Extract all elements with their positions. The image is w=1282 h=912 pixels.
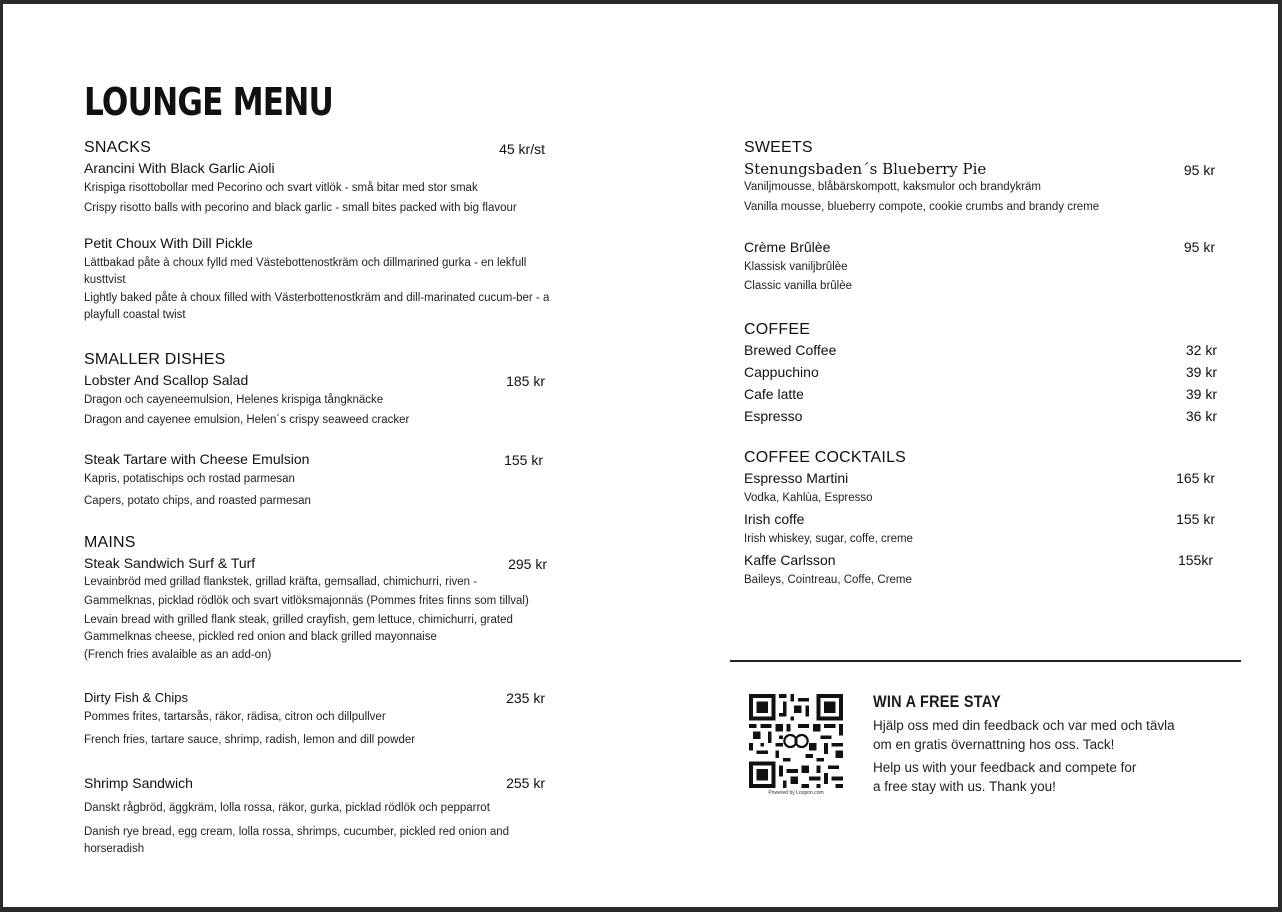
menu-item-price: 39 kr — [1185, 386, 1217, 402]
menu-item-price: 155kr — [1177, 552, 1213, 568]
menu-item-price: 185 kr — [506, 373, 545, 389]
menu-item-name: Petit Choux With Dill Pickle — [84, 235, 253, 251]
promo-text-sv: om en gratis övernattning hos oss. Tack! — [873, 737, 1115, 752]
menu-item-price: 155 kr — [504, 452, 543, 468]
section-heading-smaller-dishes: SMALLER DISHES — [84, 351, 226, 368]
promo-title: WIN A FREE STAY — [873, 692, 1002, 711]
menu-item-desc-en: Levain bread with grilled flank steak, grilled crayfish, gem lettuce, chimichurri, grated Gammelknas cheese, pickled red onion and black grilled mayonnaise — [84, 614, 513, 643]
menu-item-price: 255 kr — [506, 775, 545, 791]
menu-item-price: 155 kr — [1176, 511, 1215, 527]
menu-item-desc: Irish whiskey, sugar, coffe, creme — [744, 533, 913, 545]
menu-item-price: 165 kr — [1176, 470, 1215, 486]
menu-item-name: Stenungsbaden´s Blueberry Pie — [744, 160, 987, 178]
menu-item-desc-sv: Gammelknas, picklad rödlök och svart vitlöksmajonnäs (Pommes frites finns som tillval) — [84, 595, 529, 607]
menu-item-price: 235 kr — [506, 690, 545, 706]
menu-item-name: Steak Tartare with Cheese Emulsion — [84, 451, 310, 467]
menu-item-price: 295 kr — [508, 556, 547, 572]
menu-item-desc-en: Danish rye bread, egg cream, lolla rossa, shrimps, cucumber, pickled red onion and horseradish — [84, 826, 510, 855]
menu-item-desc-sv: Danskt rågbröd, äggkräm, lolla rossa, räkor, gurka, picklad rödlök och pepparrot — [84, 802, 490, 814]
menu-item-desc-en: Vanilla mousse, blueberry compote, cookie crumbs and brandy creme — [744, 201, 1100, 213]
section-heading-coffee: COFFEE — [744, 321, 811, 338]
menu-item-desc-sv: Kapris, potatischips och rostad parmesan — [84, 473, 295, 485]
menu-item-desc-en: Capers, potato chips, and roasted parmesan — [84, 495, 311, 507]
menu-item-desc-sv: Levainbröd med grillad flankstek, grillad kräfta, gemsallad, chimichurri, riven - — [84, 576, 478, 588]
page-title: LOUNGE MENU — [84, 80, 333, 124]
menu-item-name: Shrimp Sandwich — [84, 775, 193, 791]
menu-item-desc-sv: Pommes frites, tartarsås, räkor, rädisa, citron och dillpullver — [84, 711, 386, 723]
menu-item-price: 39 kr — [1185, 364, 1217, 380]
menu-item-desc-en: Classic vanilla brûlèe — [744, 280, 853, 292]
qr-code-icon[interactable] — [749, 694, 843, 788]
menu-item-name: Espresso Martini — [744, 470, 849, 486]
menu-item-price: 36 kr — [1185, 408, 1217, 424]
menu-item-desc-en: (French fries avalaible as an add-on) — [84, 649, 272, 661]
section-heading-sweets: SWEETS — [744, 139, 813, 156]
section-divider — [730, 660, 1241, 662]
menu-item-desc-sv: Krispiga risottobollar med Pecorino och svart vitlök - små bitar med stor smak — [84, 182, 478, 194]
menu-item-name: Kaffe Carlsson — [744, 552, 836, 568]
qr-caption: Powered by Loopon.com — [768, 790, 824, 796]
menu-item-desc-en: Dragon and cayenee emulsion, Helen´s crispy seaweed cracker — [84, 414, 410, 426]
menu-item-desc-sv: Vaniljmousse, blåbärskompott, kaksmulor och brandykräm — [744, 181, 1041, 193]
menu-item-name: Crème Brûlèe — [744, 239, 831, 255]
menu-item-name: Arancini With Black Garlic Aioli — [84, 160, 275, 176]
menu-item-price: 95 kr — [1183, 239, 1215, 255]
menu-item-price: 95 kr — [1183, 162, 1215, 178]
menu-item-name: Cappuchino — [744, 364, 819, 380]
menu-item-name: Espresso — [744, 408, 803, 424]
menu-item-desc: Vodka, Kahlùa, Espresso — [744, 492, 873, 504]
menu-item-desc-sv: Lättbakad påte à choux fylld med Västebottenostkräm och dillmarined gurka - en lekfull kusttvist — [84, 257, 527, 286]
menu-item-desc-en: French fries, tartare sauce, shrimp, radish, lemon and dill powder — [84, 734, 416, 746]
menu-item-name: Dirty Fish & Chips — [84, 690, 189, 705]
snacks-price: 45 kr/st — [499, 141, 545, 157]
promo-text-en: Help us with your feedback and compete for — [873, 760, 1137, 775]
section-heading-snacks: SNACKS — [84, 139, 151, 156]
menu-item-desc-en: Crispy risotto balls with pecorino and black garlic - small bites packed with big flavour — [84, 202, 517, 214]
menu-item-desc-sv: Klassisk vaniljbrûlèe — [744, 261, 848, 273]
menu-item-desc-sv: Dragon och cayeneemulsion, Helenes krispiga tångknäcke — [84, 394, 384, 406]
section-heading-mains: MAINS — [84, 534, 136, 551]
menu-item-name: Steak Sandwich Surf & Turf — [84, 555, 256, 571]
menu-item-desc: Baileys, Cointreau, Coffe, Creme — [744, 574, 912, 586]
menu-item-name: Cafe latte — [744, 386, 804, 402]
promo-text-en: a free stay with us. Thank you! — [873, 779, 1056, 794]
section-heading-coffee-cocktails: COFFEE COCKTAILS — [744, 449, 907, 466]
menu-item-desc-en: Lightly baked påte à choux filled with Västerbottenostkräm and dill-marinated cucum-ber - a playfull coastal twist — [84, 292, 550, 321]
menu-item-name: Brewed Coffee — [744, 342, 837, 358]
menu-item-price: 32 kr — [1185, 342, 1217, 358]
menu-page — [3, 4, 1278, 907]
menu-item-name: Irish coffe — [744, 511, 805, 527]
menu-item-name: Lobster And Scallop Salad — [84, 372, 249, 388]
promo-text-sv: Hjälp oss med din feedback och var med och tävla — [873, 718, 1175, 733]
